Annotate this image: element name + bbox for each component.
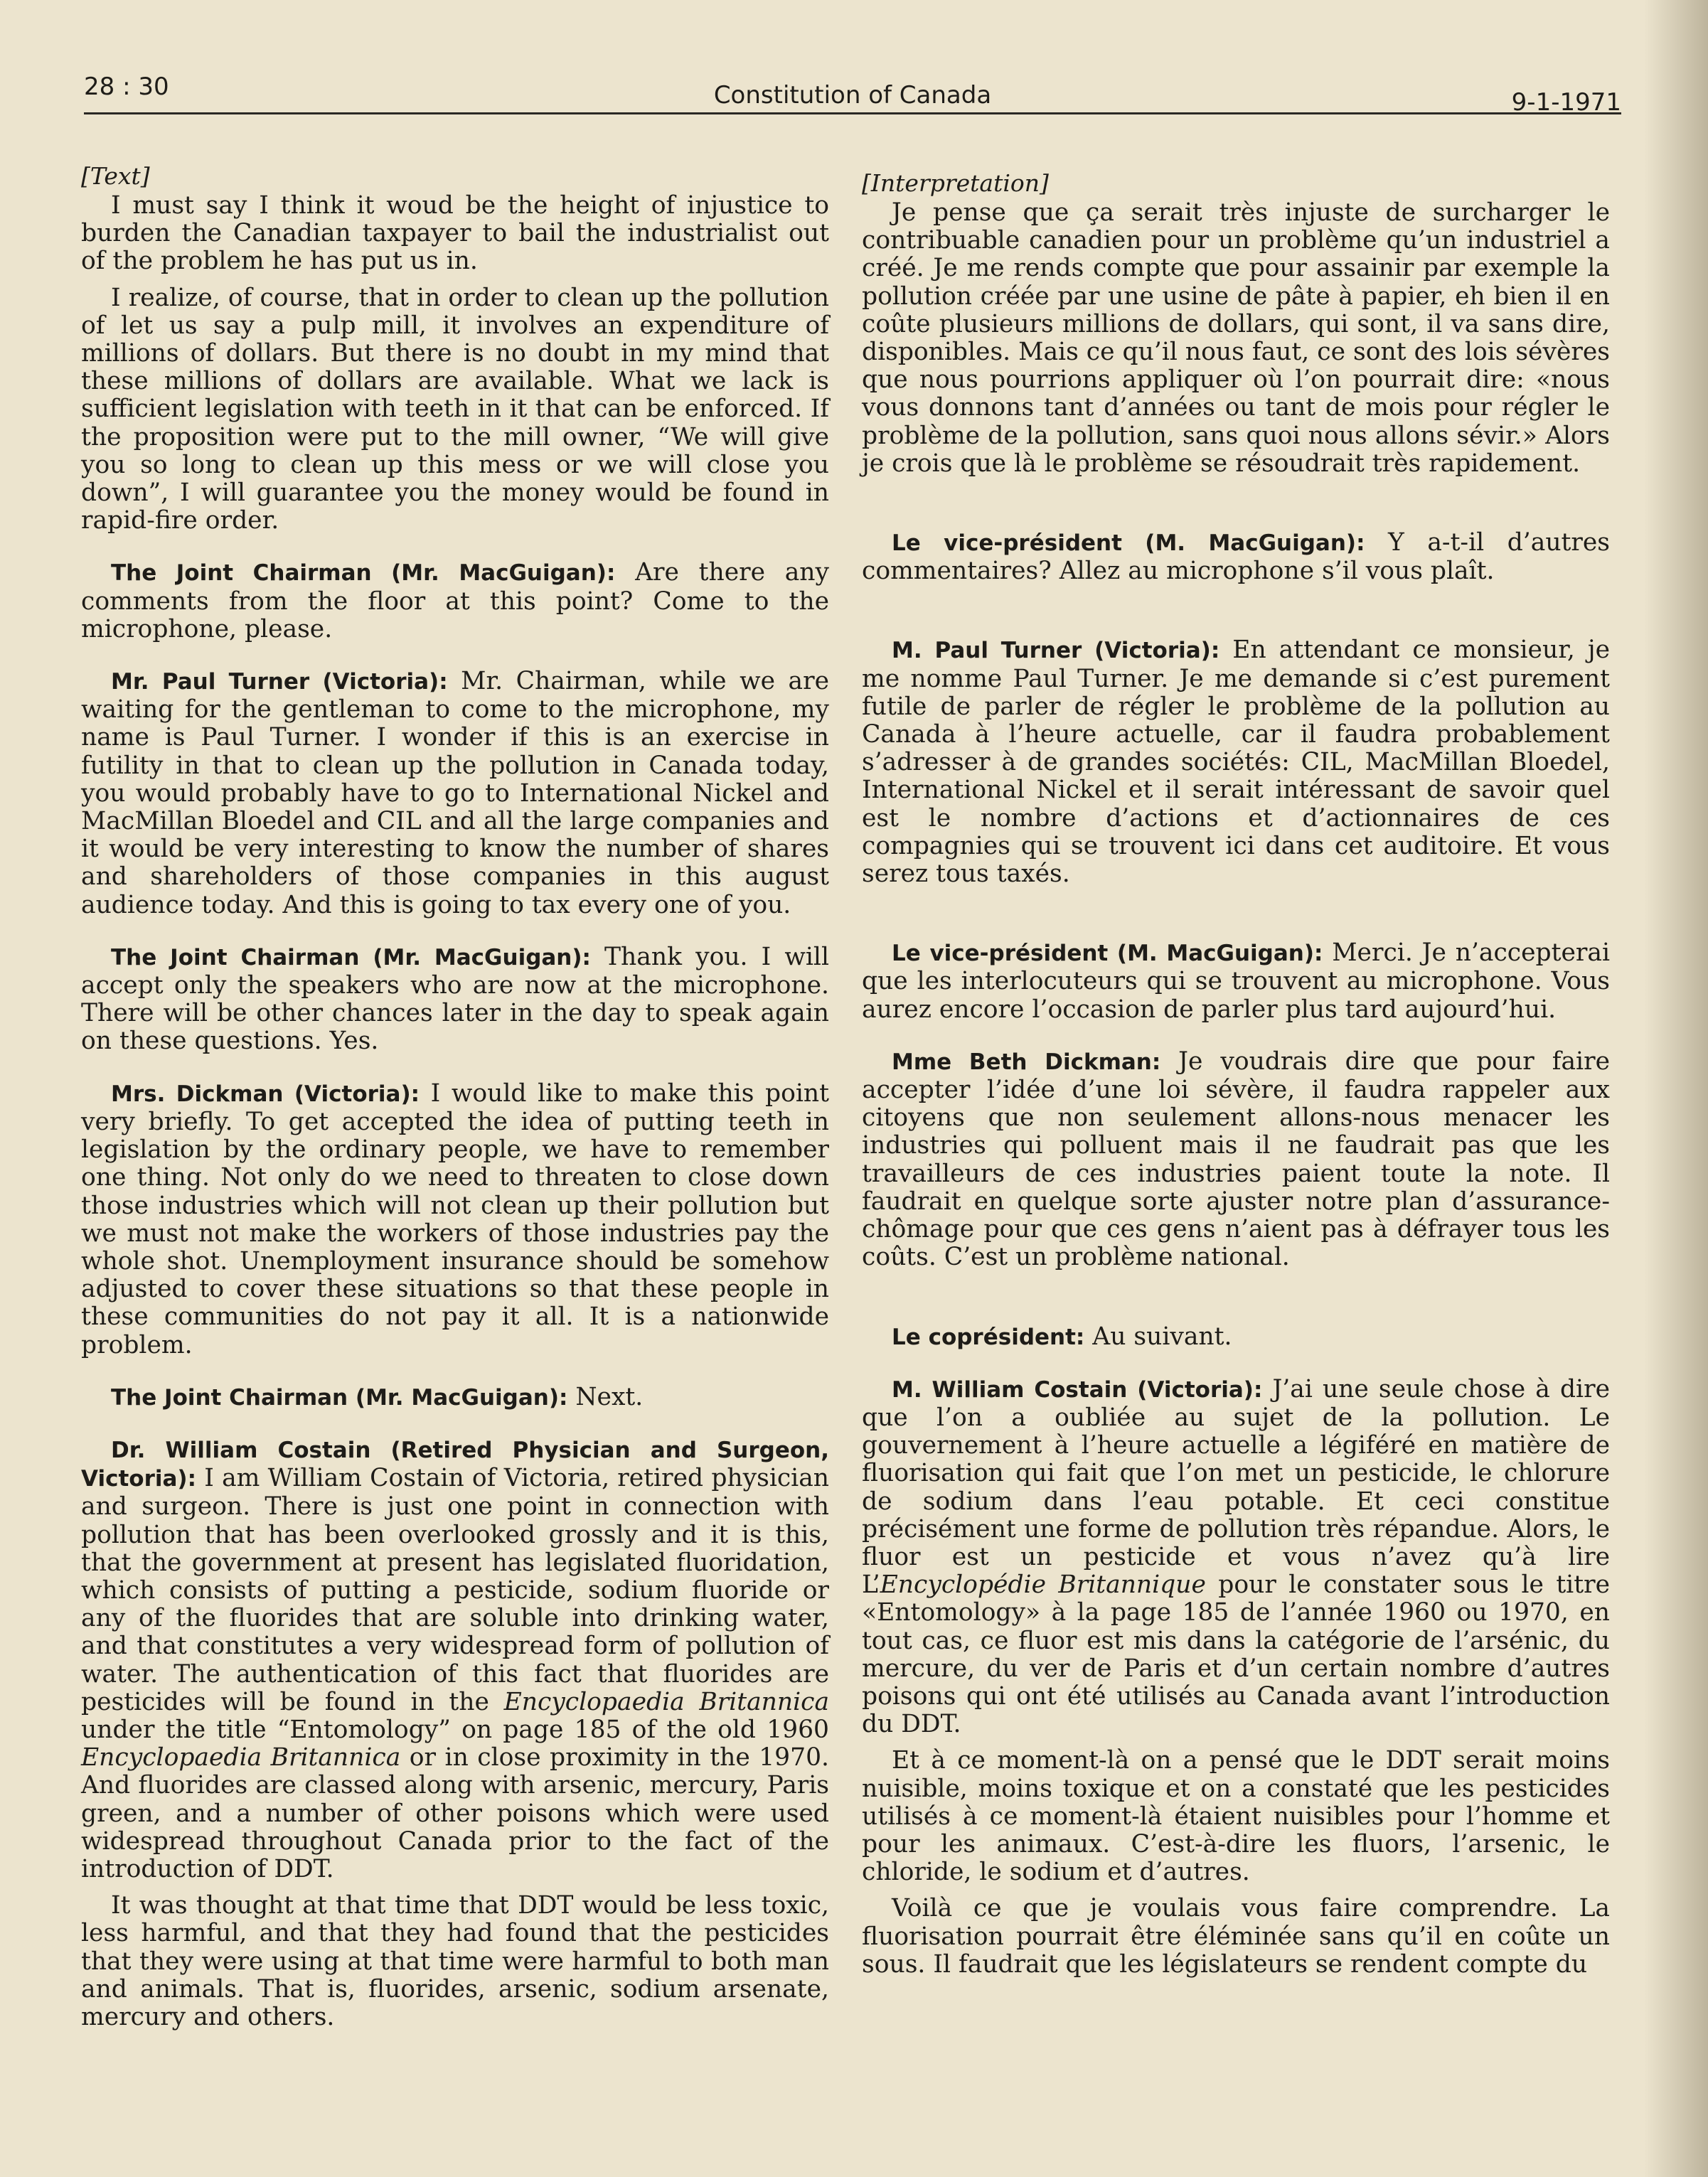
speaker-name: Mrs. Dickman (Victoria): <box>111 1081 420 1107</box>
speaker-name: Le vice-président (M. MacGuigan): <box>892 530 1365 557</box>
book-title: Encyclopaedia Britannica <box>81 1743 401 1772</box>
speech <box>81 668 829 919</box>
speech-text: Y a-t-il d’autres commentaires? Allez au microphone s’il vous plaît. <box>862 528 1611 586</box>
book-title: Encyclopédie Britannique <box>880 1571 1206 1600</box>
english-column <box>81 162 829 2031</box>
speaker-name: The Joint Chairman (Mr. MacGuigan): <box>111 1384 568 1411</box>
paragraph: Voilà ce que je voulais vous faire comprendre. La fluorisation pourrait être éléminée sans qu’il en coûte un sous. Il faudrait que les législateurs se rendent compte du <box>862 1894 1610 1979</box>
speech-text: or in close proximity in the 1970. And fluorides are classed along with arsenic, mercury, Paris green, and a number of other poisons which were used widespread throughout Canada prior to the fact of the introduction of DDT. <box>81 1743 829 1883</box>
speech <box>81 1384 829 1412</box>
book-title: Encyclopaedia Britannica <box>503 1687 830 1716</box>
speech-text: Je voudrais dire que pour faire accepter l’idée d’une loi sévère, il faudra rappeler aux citoyens que non seulement allons-nous menacer les industries qui polluent mais il ne faudrait pas que les travailleurs de ces industries paient toute la note. Il faudrait en quelque sorte ajuster notre plan d’assurance-chômage pour que ces gens n’aient pas à défrayer tous les coûts. C’est un problème national. <box>862 1047 1610 1272</box>
speaker-name: Dr. William Costain (Retired Physician and Surgeon, Victoria): <box>81 1437 829 1492</box>
speech-text: under the title “Entomology” on page 185 of the old 1960 <box>81 1715 829 1744</box>
paragraph: It was thought at that time that DDT would be less toxic, less harmful, and that they had found that the pesticides that they were using at that time were harmful to both man and animals. That is, fluorides, arsenic, sodium arsenate, mercury and others. <box>81 1891 829 2031</box>
paragraph: Et à ce moment-là on a pensé que le DDT serait moins nuisible, moins toxique et on a constaté que les pesticides utilisés à ce moment-là étaient nuisibles pour l’homme et pour les animaux. C’est-à-dire les fluors, l’arsenic, le chloride, le sodium et d’autres. <box>862 1746 1610 1887</box>
speech-text: Are there any comments from the floor at this point? Come to the microphone, please. <box>81 558 830 643</box>
speech-text: En attendant ce monsieur, je me nomme Paul Turner. Je me demande si c’est purement futile de parler de régler le problème de la pollution au Canada à l’heure actuelle, car il faudra probablement s’adresser à de grandes sociétés: CIL, MacMillan Bloedel, International Nickel et il serait intéressant de savoir quel est le nombre d’actions et d’actionnaires de ces compagnies qui se trouvent ici dans cet auditoire. Et vous serez tous taxés. <box>862 636 1610 889</box>
speech-text: pour le constater sous le titre «Entomology» à la page 185 de l’année 1960 ou 1970, en tout cas, ce fluor est mis dans la catégorie de l’arsénic, du mercure, du ver de Paris et d’un certain nombre d’autres poisons qui ont été utilisés au Canada avant l’introduction du DDT. <box>862 1571 1610 1739</box>
speaker-name: The Joint Chairman (Mr. MacGuigan): <box>111 944 591 970</box>
speech-text: Thank you. I will accept only the speakers who are now at the microphone. There will be other chances later in the day to speak again on these questions. Yes. <box>81 942 829 1056</box>
speaker-name: The Joint Chairman (Mr. MacGuigan): <box>111 560 616 587</box>
section-label: [Interpretation] <box>862 169 1049 197</box>
speaker-name: Mr. Paul Turner (Victoria): <box>111 669 448 695</box>
header-date: 9-1-1971 <box>1511 88 1621 117</box>
page-edge-shadow <box>1644 0 1708 2177</box>
section-label: [Text] <box>81 162 150 190</box>
speech <box>862 1048 1610 1272</box>
paragraph: I realize, of course, that in order to clean up the pollution of let us say a pulp mill, it involves an expenditure of millions of dollars. But there is no doubt in my mind that these millions of dollars are available. What we lack is sufficient legislation with teeth in it that can be enforced. If the proposition were put to the mill owner, “We will give you so long to clean up this mess or we will close you down”, I will guarantee you the money would be found in rapid-fire order. <box>81 283 829 535</box>
french-column <box>862 169 1610 1979</box>
speech <box>81 1080 829 1359</box>
running-header <box>84 70 1621 117</box>
speech-text: I am William Costain of Victoria, retired physician and surgeon. There is just one point in connection with pollution that has been overlooked grossly and it is this, that the government at present has legislated fluoridation, which consists of putting a pesticide, sodium fluoride or any of the fluorides that are soluble into drinking water, and that constitutes a very widespread form of pollution of water. The authentication of this fact that fluorides are pesticides will be found in the <box>81 1464 830 1716</box>
header-title: Constitution of Canada <box>713 81 992 109</box>
speech <box>862 1323 1610 1352</box>
speech <box>81 1436 829 1883</box>
speech <box>81 559 829 643</box>
speech-text: Au suivant. <box>1092 1322 1232 1351</box>
paragraph: Je pense que ça serait très injuste de surcharger le contribuable canadien pour un problème qu’un industriel a créé. Je me rends compte que pour assainir par exemple la pollution créée par une usine de pâte à papier, eh bien il en coûte plusieurs millions de dollars, qui sont, il va sans dire, disponibles. Mais ce qu’il nous faut, ce sont des lois sévères que nous pourrions appliquer où l’on pourrait dire: «nous vous donnons tant d’années ou tant de mois pour régler le problème de la pollution, sans quoi nous allons sévir.» Alors je crois que là le problème se résoudrait très rapidement. <box>862 198 1610 478</box>
speech-text: I would like to make this point very briefly. To get accepted the idea of putting teeth in legislation by the ordinary people, we have to remember one thing. Not only do we need to threaten to close down those industries which will not clean up their pollution but we must not make the workers of those industries pay the whole shot. Unemployment insurance should be somehow adjusted to cover these situations so that these people in these communities do not pay it all. It is a nationwide problem. <box>81 1079 829 1359</box>
speech <box>862 1376 1610 1739</box>
speech-text: Next. <box>575 1382 644 1411</box>
speaker-name: Mme Beth Dickman: <box>892 1049 1161 1075</box>
speech <box>862 636 1610 888</box>
speech <box>81 943 829 1056</box>
speech <box>862 939 1610 1024</box>
speech-text: J’ai une seule chose à dire que l’on a oubliée au sujet de la pollution. Le gouvernement à l’heure actuelle a légiféré en matière de fluorisation qui fait que l’on met un pesticide, le chlorure de sodium dans l’eau potable. Et ceci constitue précisément une forme de pollution très répandue. Alors, le fluor est un pesticide et vous n’avez qu’à lire L’ <box>862 1374 1610 1600</box>
speech <box>862 529 1610 585</box>
paragraph: I must say I think it woud be the height of injustice to burden the Canadian taxpayer to bail the industrialist out of the problem he has put us in. <box>81 191 829 276</box>
speaker-name: M. William Costain (Victoria): <box>892 1376 1263 1403</box>
speech-text: Merci. Je n’accepterai que les interlocuteurs qui se trouvent au microphone. Vous aurez encore l’occasion de parler plus tard aujourd’hui. <box>862 938 1610 1024</box>
speaker-name: Le coprésident: <box>892 1324 1085 1350</box>
speaker-name: M. Paul Turner (Victoria): <box>892 638 1220 664</box>
page-number: 28 : 30 <box>84 73 169 101</box>
speech-text: Mr. Chairman, while we are waiting for the gentleman to come to the microphone, my name is Paul Turner. I wonder if this is an exercise in futility in that to clean up the pollution in Canada today, you would probably have to go to International Nickel and MacMillan Bloedel and CIL and all the large companies and it would be very interesting to know the number of shares and shareholders of those companies in this august audience today. And this is going to tax every one of you. <box>81 667 830 919</box>
speaker-name: Le vice-président (M. MacGuigan): <box>892 941 1323 967</box>
